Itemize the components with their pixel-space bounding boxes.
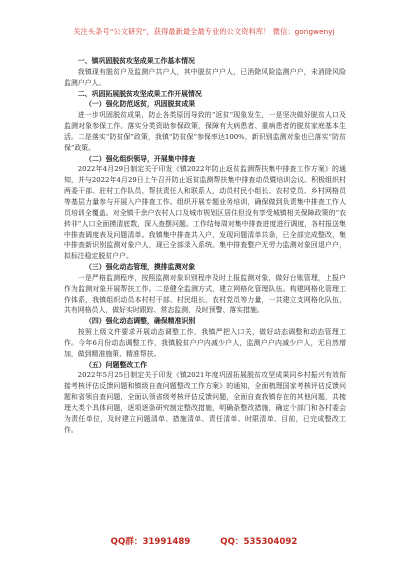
qq-number: QQ：535304092 bbox=[220, 537, 298, 547]
paragraph: 进一步巩固脱贫成果，防止各类原因导致的“返贫”现象发生，一是坚决做好脱贫人口及监测对象参保工作。落实分类资助参保政策，保障有大病患者、重病患者的脱贫家庭基本生活。二是落实“防贫保”政策，我镇“防贫保”参保率达100%，新识别监测对象也已落实“防贫保”政策。 bbox=[64, 111, 346, 152]
subsection-heading: （二）强化组织领导，开展集中排查 bbox=[85, 154, 196, 163]
paragraph: 2022年5月25日制定关于印发《镇2021年度巩固拓展脱贫攻坚成果同乡村振兴有效衔接考核评估反馈问题和镇级自查问题整改工作方案》的通知，全面梳理国家考核评估反馈问题和省领自查问题，全面认领省级考核评估反馈问题，全面自查我镇存在的其他问题，共梳理大类个具体问题，逐项逐条研究制定整改措施，明确条整改措施，确定个部门和各村委会为责任单位，及时建立问题清单、措施清单、责任清单、时限清单、目前，已完成整改工作。 bbox=[64, 371, 346, 434]
contact-footer bbox=[0, 535, 408, 547]
promo-banner: 关注头条号“公文研究”，获得最新最全最专业的公文资料库！ 微信：gongwenyj bbox=[73, 27, 335, 36]
qq-group: QQ群：31991489 bbox=[110, 537, 191, 547]
paragraph: 2022年4月29日制定关于印发《镇2022年防止返贫监测帮扶集中排查工作方案》的通知，并与2022年4月29日上午召开防止返贫监测帮扶集中排查动员暨培训会议。积极组织村两委干部、驻村工作队员、帮扶责任人和联系人，动员村民小组长、农村党员、乡村网格员等基层力量参与开展入户排查工作。组织开展专题业务培训，确保做到负责集中排查工作人员培训全覆盖。对全镇千余户农村人口及城市规划区居住但没有享受城镇相关保障政策的“农转非”人口全面摸清底数，深入查摆问题。工作结每周对集中排查进度进行调度，各村报送集中排查调度表及问题清单。我镇集中排查共入户，发现问题清单共条，已全部完成整改，集中排查新识别监测对象户人，现已全部录入系统。集中排查整户无劳力监测对象回退户户，拟标注稳定脱贫户户。 bbox=[64, 165, 346, 261]
subsection-heading: （四）强化动态调整，确保精准识别 bbox=[85, 317, 196, 326]
subsection-heading: （五）问题整改工作 bbox=[85, 360, 148, 369]
subsection-heading: （三）强化动态管理，摸排监测对象 bbox=[85, 263, 196, 272]
paragraph: 我镇现有脱贫户及监测户共户人，其中脱贫户户人，已消除风险监测户户，未消除风险监测户户人。 bbox=[64, 67, 346, 87]
document-body bbox=[64, 56, 346, 436]
paragraph: 按照上级文件要求开展动态调整工作，我镇严把入口关，做好动态调整和动态管理工作。今年6月份动态调整工作，我镇脱贫户户内减少户人，监测户户内减少户人，无自然增加，做到精准施策、精准帮扶。 bbox=[64, 328, 346, 358]
section-heading: 二、巩固拓展脱贫攻坚成果工作开展情况 bbox=[77, 89, 202, 98]
subsection-heading: （一）强化防范返贫，巩固脱贫成果 bbox=[85, 100, 196, 109]
section-heading: 一、镇巩固脱贫攻坚成果工作基本情况 bbox=[77, 57, 195, 65]
paragraph: 一是严格监测程序，按照监测对象识别程序及时上报监测对象，做好台账管理，上报户作为监测对象开展帮扶工作。二是健全监测方式，建立网格化管理队伍。构建网格化管理工作体系，我镇组织动员本村村干部、村民组长、农村党员等力量，一共建立支网格化队伍，共有网格员人，做好实时跟踪、常态监测，及时预警、落实措施。 bbox=[64, 273, 346, 315]
